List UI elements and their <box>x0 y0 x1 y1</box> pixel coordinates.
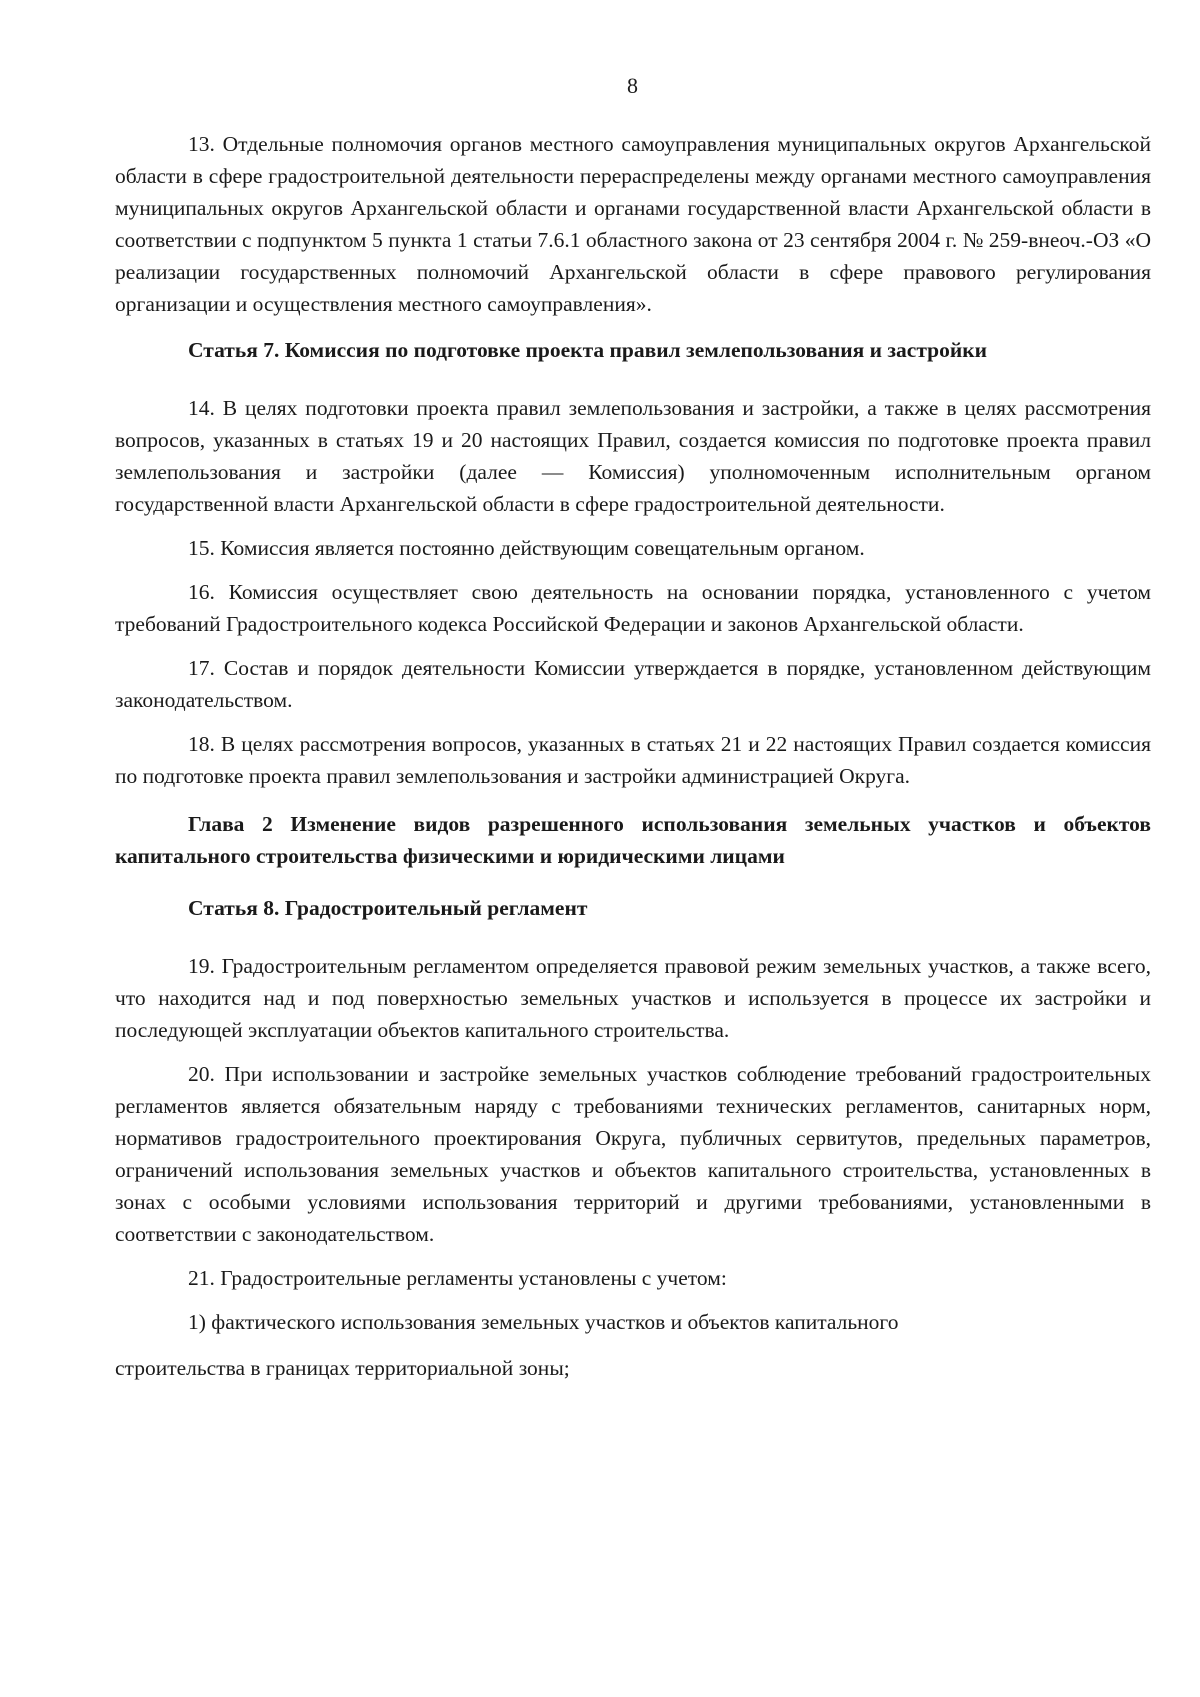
paragraph-20: 20. При использовании и застройке земельных участков соблюдение требований градостроительных регламентов является обязательным наряду с требованиями технических регламентов, санитарных норм, нормативов градостроительного проектирования Округа, публичных сервитутов, предельных параметров, ограничений использования земельных участков и объектов капитального строительства, установленных в зонах с особыми условиями использования территорий и другими требованиями, установленными в соответствии с законодательством. <box>115 1062 1151 1246</box>
article-7-heading: Статья 7. Комиссия по подготовке проекта правил землепользования и застройки <box>188 338 988 362</box>
paragraph-16: 16. Комиссия осуществляет свою деятельность на основании порядка, установленного с учетом требований Градостроительного кодекса Российской Федерации и законов Архангельской области. <box>115 580 1151 636</box>
page-number: 8 <box>627 73 638 98</box>
chapter-2-heading: Глава 2 Изменение видов разрешенного использования земельных участков и объектов капитального строительства физическими и юридическими лицами <box>115 812 1151 868</box>
paragraph-21-item-1-line-2: строительства в границах территориальной зоны; <box>115 1356 570 1380</box>
paragraph-19: 19. Градостроительным регламентом определяется правовой режим земельных участков, а также всего, что находится над и под поверхностью земельных участков и используется в процессе их застройки и последующей эксплуатации объектов капитального строительства. <box>115 954 1151 1042</box>
paragraph-14: 14. В целях подготовки проекта правил землепользования и застройки, а также в целях рассмотрения вопросов, указанных в статьях 19 и 20 настоящих Правил, создается комиссия по подготовке проекта правил землепользования и застройки (далее — Комиссия) уполномоченным исполнительным органом государственной власти Архангельской области в сфере градостроительной деятельности. <box>115 396 1151 516</box>
paragraph-17: 17. Состав и порядок деятельности Комиссии утверждается в порядке, установленном действующим законодательством. <box>115 656 1151 712</box>
paragraph-15: 15. Комиссия является постоянно действующим совещательным органом. <box>188 536 865 560</box>
paragraph-21: 21. Градостроительные регламенты установлены с учетом: <box>188 1266 727 1290</box>
paragraph-13: 13. Отдельные полномочия органов местного самоуправления муниципальных округов Архангельской области в сфере градостроительной деятельности перераспределены между органами местного самоуправления муниципальных округов Архангельской области и органами государственной власти Архангельской области в соответствии с подпунктом 5 пункта 1 статьи 7.6.1 областного закона от 23 сентября 2004 г. № 259-внеоч.-ОЗ «О реализации государственных полномочий Архангельской области в сфере правового регулирования организации и осуществления местного самоуправления». <box>115 132 1151 316</box>
document-body <box>115 128 1151 1384</box>
article-8-heading: Статья 8. Градостроительный регламент <box>188 896 588 920</box>
paragraph-18: 18. В целях рассмотрения вопросов, указанных в статьях 21 и 22 настоящих Правил создается комиссия по подготовке проекта правил землепользования и застройки администрацией Округа. <box>115 732 1151 788</box>
paragraph-21-item-1-line-1: 1) фактического использования земельных участков и объектов капитального <box>188 1310 899 1334</box>
